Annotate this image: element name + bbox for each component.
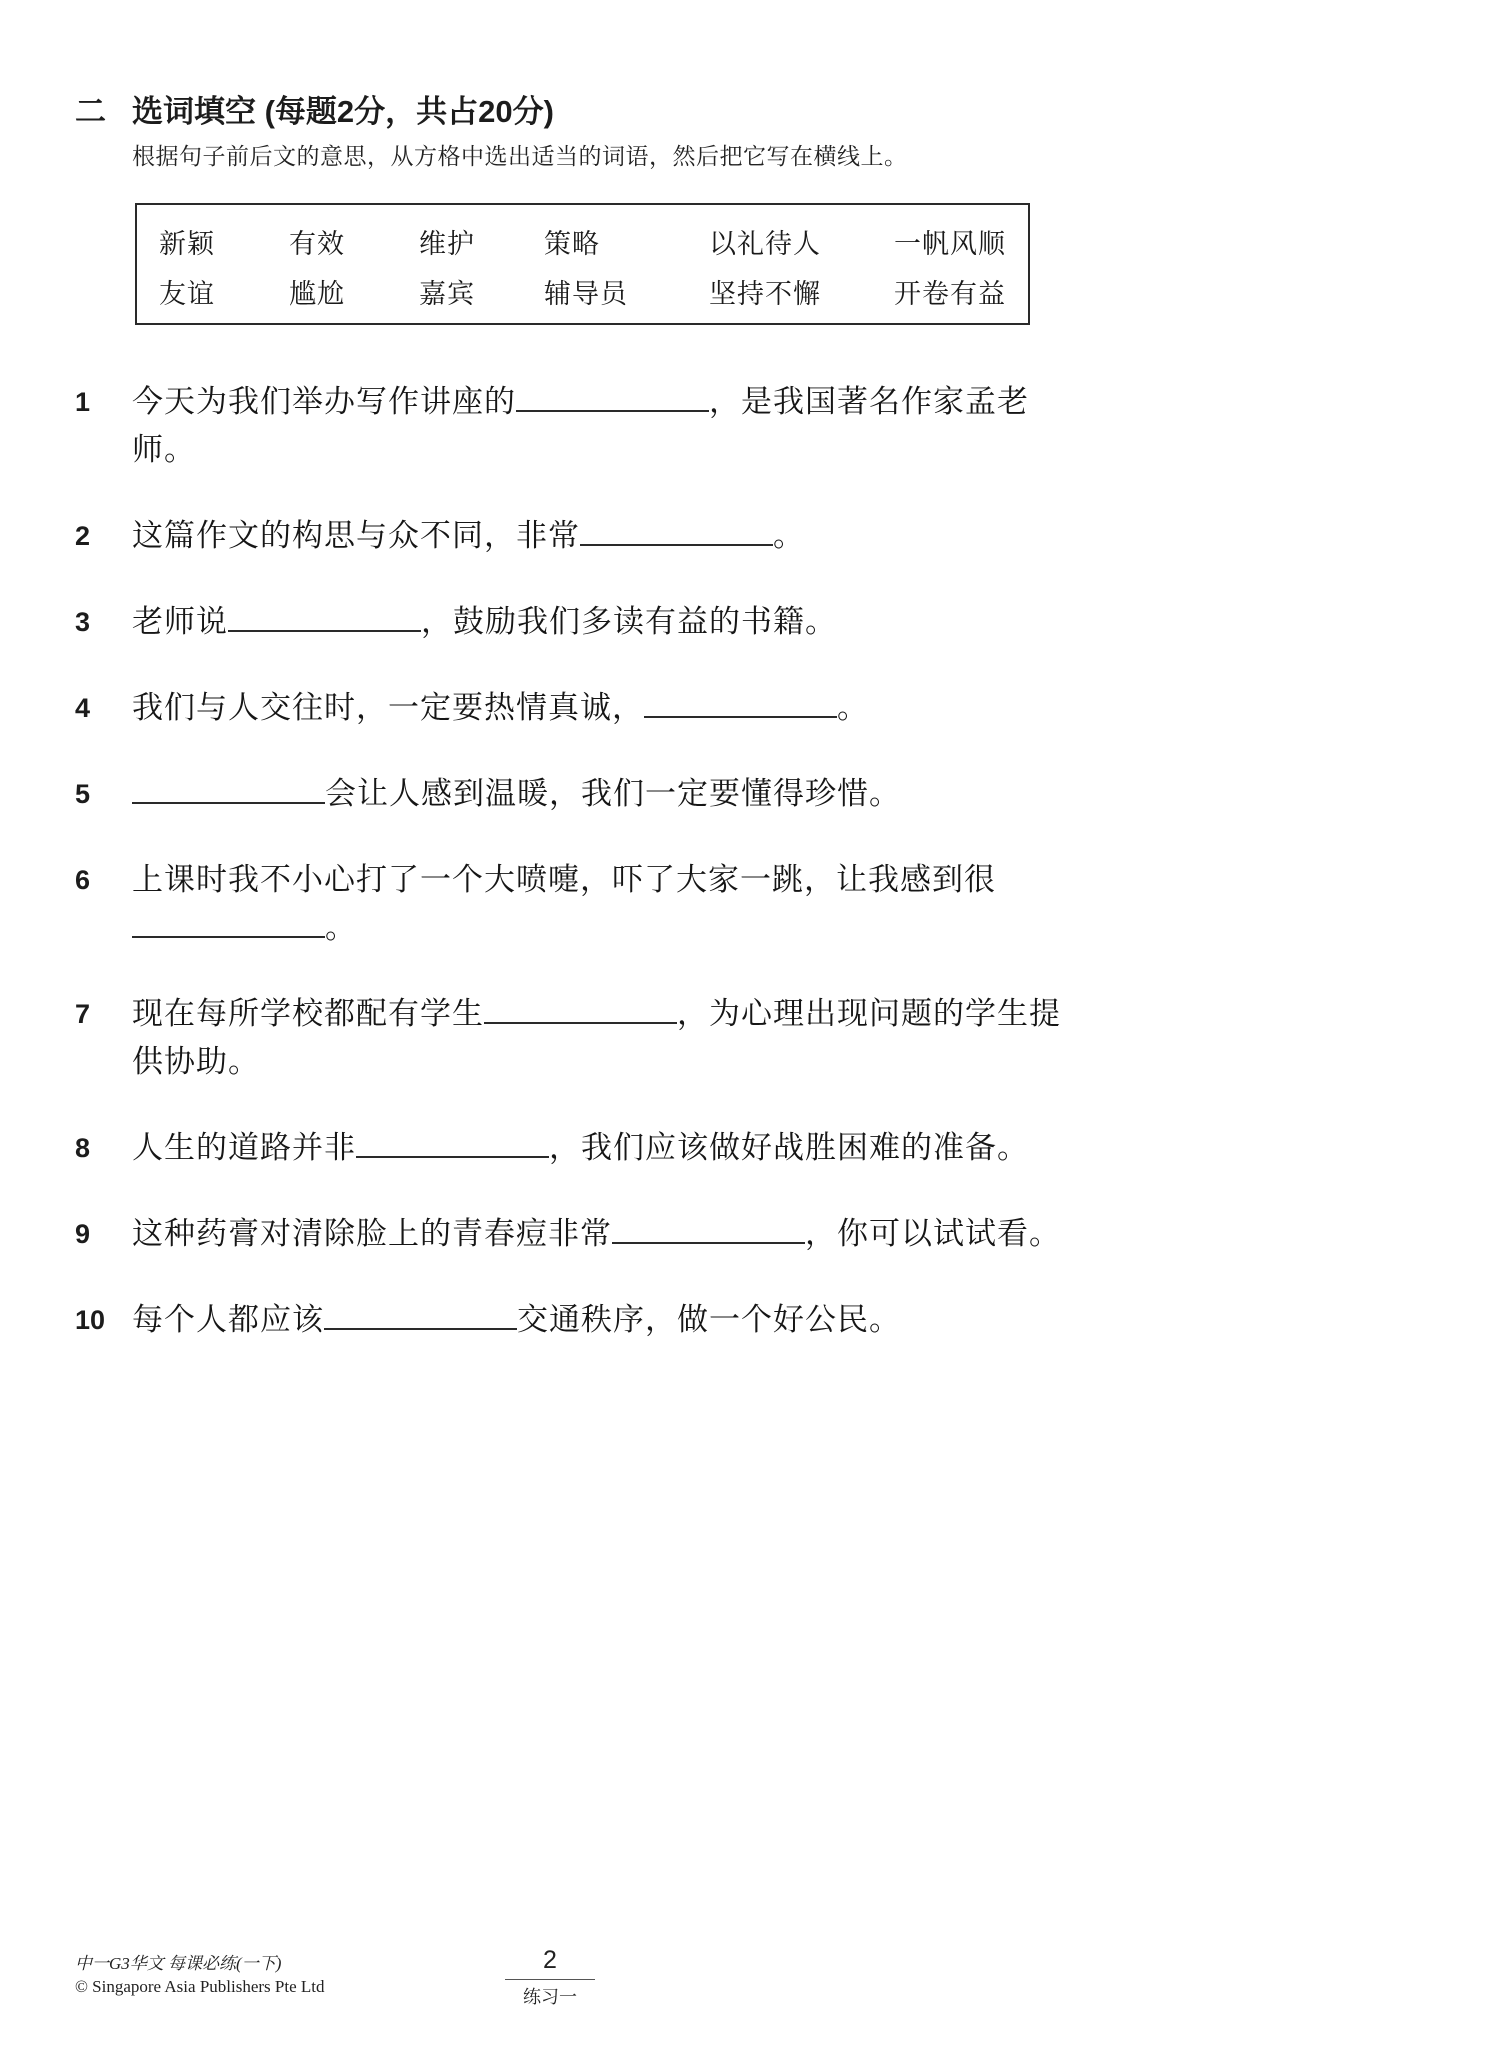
question-text-segment: 我们与人交往时，一定要热情真诚，: [132, 690, 644, 725]
question-text: [132, 856, 1080, 952]
section-title: 选词填空 (每题2分，共占20分): [132, 94, 554, 129]
word-bank-word: 策略: [544, 228, 600, 259]
word-bank-word: 一帆风顺: [894, 228, 1006, 259]
question-text: [132, 684, 1080, 732]
word-bank-word: 辅导员: [544, 278, 628, 309]
question-list: [75, 378, 1135, 1382]
question-item: [75, 598, 1135, 646]
question-text-segment: 上课时我不小心打了一个大喷嚏，吓了大家一跳，让我感到很: [132, 862, 996, 897]
question-number: 7: [75, 999, 91, 1029]
question-item: [75, 1296, 1135, 1344]
question-number: 5: [75, 779, 91, 809]
footer-divider: [505, 1979, 595, 1980]
instruction-text: 根据句子前后文的意思，从方格中选出适当的词语，然后把它写在横线上。: [132, 143, 908, 169]
word-bank-word: 开卷有益: [894, 278, 1006, 309]
question-item: [75, 378, 1135, 474]
word-bank-word: 以礼待人: [709, 228, 821, 259]
question-text-segment: 今天为我们举办写作讲座的: [132, 384, 516, 419]
question-number: 2: [75, 521, 91, 551]
question-number: 8: [75, 1133, 91, 1163]
footer-copyright: © Singapore Asia Publishers Pte Ltd: [75, 1977, 325, 1996]
question-text: [132, 990, 1080, 1086]
question-text-segment: 人生的道路并非: [132, 1130, 356, 1165]
word-bank-row: [159, 216, 1028, 266]
answer-blank: [484, 990, 677, 1024]
question-number: 10: [75, 1305, 106, 1335]
word-bank-word: 友谊: [159, 278, 215, 309]
answer-blank: [132, 770, 325, 804]
answer-blank: [324, 1296, 517, 1330]
question-text-segment: 交通秩序，做一个好公民。: [517, 1302, 901, 1337]
question-text-segment: 这篇作文的构思与众不同，非常: [132, 518, 580, 553]
footer-center: [480, 1946, 620, 2009]
question-number: 1: [75, 387, 91, 417]
question-text: [132, 1296, 1080, 1344]
exercise-label: 练习一: [523, 1987, 577, 2007]
answer-blank: [132, 904, 325, 938]
question-text-segment: ，我们应该做好战胜困难的准备。: [549, 1130, 1029, 1165]
footer-left: [75, 1952, 325, 1998]
question-item: [75, 856, 1135, 952]
question-item: [75, 1124, 1135, 1172]
question-text: [132, 770, 1080, 818]
word-bank-word: 新颖: [159, 228, 215, 259]
answer-blank: [580, 512, 773, 546]
section-header: [75, 86, 554, 131]
answer-blank: [228, 598, 421, 632]
answer-blank: [356, 1124, 549, 1158]
answer-blank: [516, 378, 709, 412]
question-number: 3: [75, 607, 91, 637]
word-bank-word: 有效: [289, 228, 345, 259]
question-text-segment: 每个人都应该: [132, 1302, 324, 1337]
question-text-segment: 。: [325, 910, 357, 945]
word-bank-row: [159, 266, 1028, 316]
word-bank-word: 坚持不懈: [709, 278, 821, 309]
question-text-segment: ，为心理出现问题的学生提供协助。: [132, 996, 1061, 1079]
answer-blank: [644, 684, 837, 718]
question-text-segment: ，是我国著名作家孟老师。: [132, 384, 1029, 467]
question-item: [75, 512, 1135, 560]
question-text: [132, 512, 1080, 560]
page-number: 2: [543, 1946, 557, 1974]
word-bank-word: 嘉宾: [419, 278, 475, 309]
question-item: [75, 1210, 1135, 1258]
question-text-segment: 现在每所学校都配有学生: [132, 996, 484, 1031]
word-bank-word: 尴尬: [289, 278, 345, 309]
question-text-segment: 这种药膏对清除脸上的青春痘非常: [132, 1216, 612, 1251]
question-number: 9: [75, 1219, 91, 1249]
answer-blank: [612, 1210, 805, 1244]
question-text-segment: 。: [773, 518, 805, 553]
word-bank-box: [135, 203, 1030, 325]
section-number: 二: [75, 94, 106, 129]
question-text: [132, 378, 1080, 474]
question-text-segment: ，鼓励我们多读有益的书籍。: [421, 604, 837, 639]
question-text-segment: 。: [837, 690, 869, 725]
footer-series-title: 中一G3华文 每课必练(一下): [75, 1954, 282, 1973]
question-text-segment: 会让人感到温暖，我们一定要懂得珍惜。: [325, 776, 901, 811]
question-number: 6: [75, 865, 91, 895]
question-item: [75, 684, 1135, 732]
question-item: [75, 770, 1135, 818]
question-text-segment: ，你可以试试看。: [805, 1216, 1061, 1251]
question-number: 4: [75, 693, 91, 723]
question-text: [132, 598, 1080, 646]
question-text: [132, 1210, 1080, 1258]
word-bank-word: 维护: [419, 228, 475, 259]
question-text-segment: 老师说: [132, 604, 228, 639]
question-text: [132, 1124, 1080, 1172]
question-item: [75, 990, 1135, 1086]
